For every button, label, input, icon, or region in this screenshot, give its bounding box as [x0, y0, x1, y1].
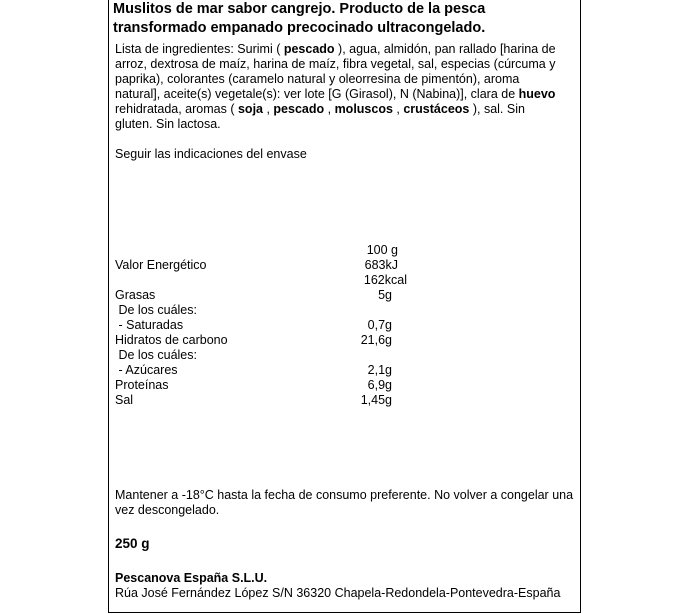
nutrition-value-saturated: 0,7g	[367, 318, 392, 332]
nutrition-label-saturated: - Saturadas	[115, 318, 184, 332]
nutrition-value-fat: 5g	[378, 288, 392, 302]
allergen-pescado-2: pescado	[273, 102, 325, 116]
nutrition-label-of-which-1: De los cuáles:	[115, 303, 197, 317]
ingredients-line1: Lista de ingredientes: Surimi ( pescado ), agua, almidón, pan rallado [harina de	[115, 42, 556, 56]
company-address: Rúa José Fernández López S/N 36320 Chapela-Redondela-Pontevedra-España	[115, 586, 561, 600]
nutrition-value-carbohydrates: 21,6g	[360, 333, 392, 347]
nutrition-label-energy: Valor Energético	[115, 258, 207, 272]
nutrition-label-salt: Sal	[115, 393, 134, 407]
usage-instructions: Seguir las indicaciones del envase	[115, 147, 307, 161]
nutrition-header: 100 g	[366, 243, 398, 257]
allergen-pescado: pescado	[283, 42, 335, 56]
storage-line2: vez descongelado.	[115, 503, 220, 517]
allergen-soja: soja	[237, 102, 263, 116]
ingredients-line5: rehidratada, aromas ( soja , pescado , moluscos , crustáceos ), sal. Sin	[115, 102, 525, 116]
nutrition-value-sugars: 2,1g	[367, 363, 392, 377]
ingredients-line4: natural], aceite(s) vegetale(s): ver lote [G (Girasol), N (Nabina)], clara de huevo	[115, 87, 556, 101]
nutrition-value-salt: 1,45g	[360, 393, 392, 407]
nutrition-label-sugars: - Azúcares	[115, 363, 178, 377]
product-title-line1: Muslitos de mar sabor cangrejo. Producto de la pesca	[113, 1, 486, 17]
company-name: Pescanova España S.L.U.	[115, 571, 268, 585]
ingredients-line3: paprika), colorantes (caramelo natural y oleorresina de pimentón), aroma	[115, 72, 520, 86]
net-weight: 250 g	[115, 536, 150, 551]
product-title-line2: transformado empanado precocinado ultracongelado.	[113, 20, 486, 36]
nutrition-value-energy-kj: 683kJ	[364, 258, 398, 272]
nutrition-label-fat: Grasas	[115, 288, 156, 302]
nutrition-label-of-which-2: De los cuáles:	[115, 348, 197, 362]
nutrition-label-carbohydrates: Hidratos de carbono	[115, 333, 228, 347]
nutrition-label-protein: Proteínas	[115, 378, 169, 392]
ingredients-line2: arroz, dextrosa de maíz, harina de maíz, fibra vegetal, sal, especias (cúrcuma y	[115, 57, 556, 71]
nutrition-value-energy-kcal: 162kcal	[363, 273, 407, 287]
allergen-huevo: huevo	[518, 87, 556, 101]
allergen-moluscos: moluscos	[334, 102, 393, 116]
allergen-crustaceos: crustáceos	[403, 102, 470, 116]
nutrition-value-protein: 6,9g	[367, 378, 392, 392]
storage-line1: Mantener a -18°C hasta la fecha de consumo preferente. No volver a congelar una	[115, 488, 574, 502]
ingredients-line6: gluten. Sin lactosa.	[115, 117, 221, 131]
